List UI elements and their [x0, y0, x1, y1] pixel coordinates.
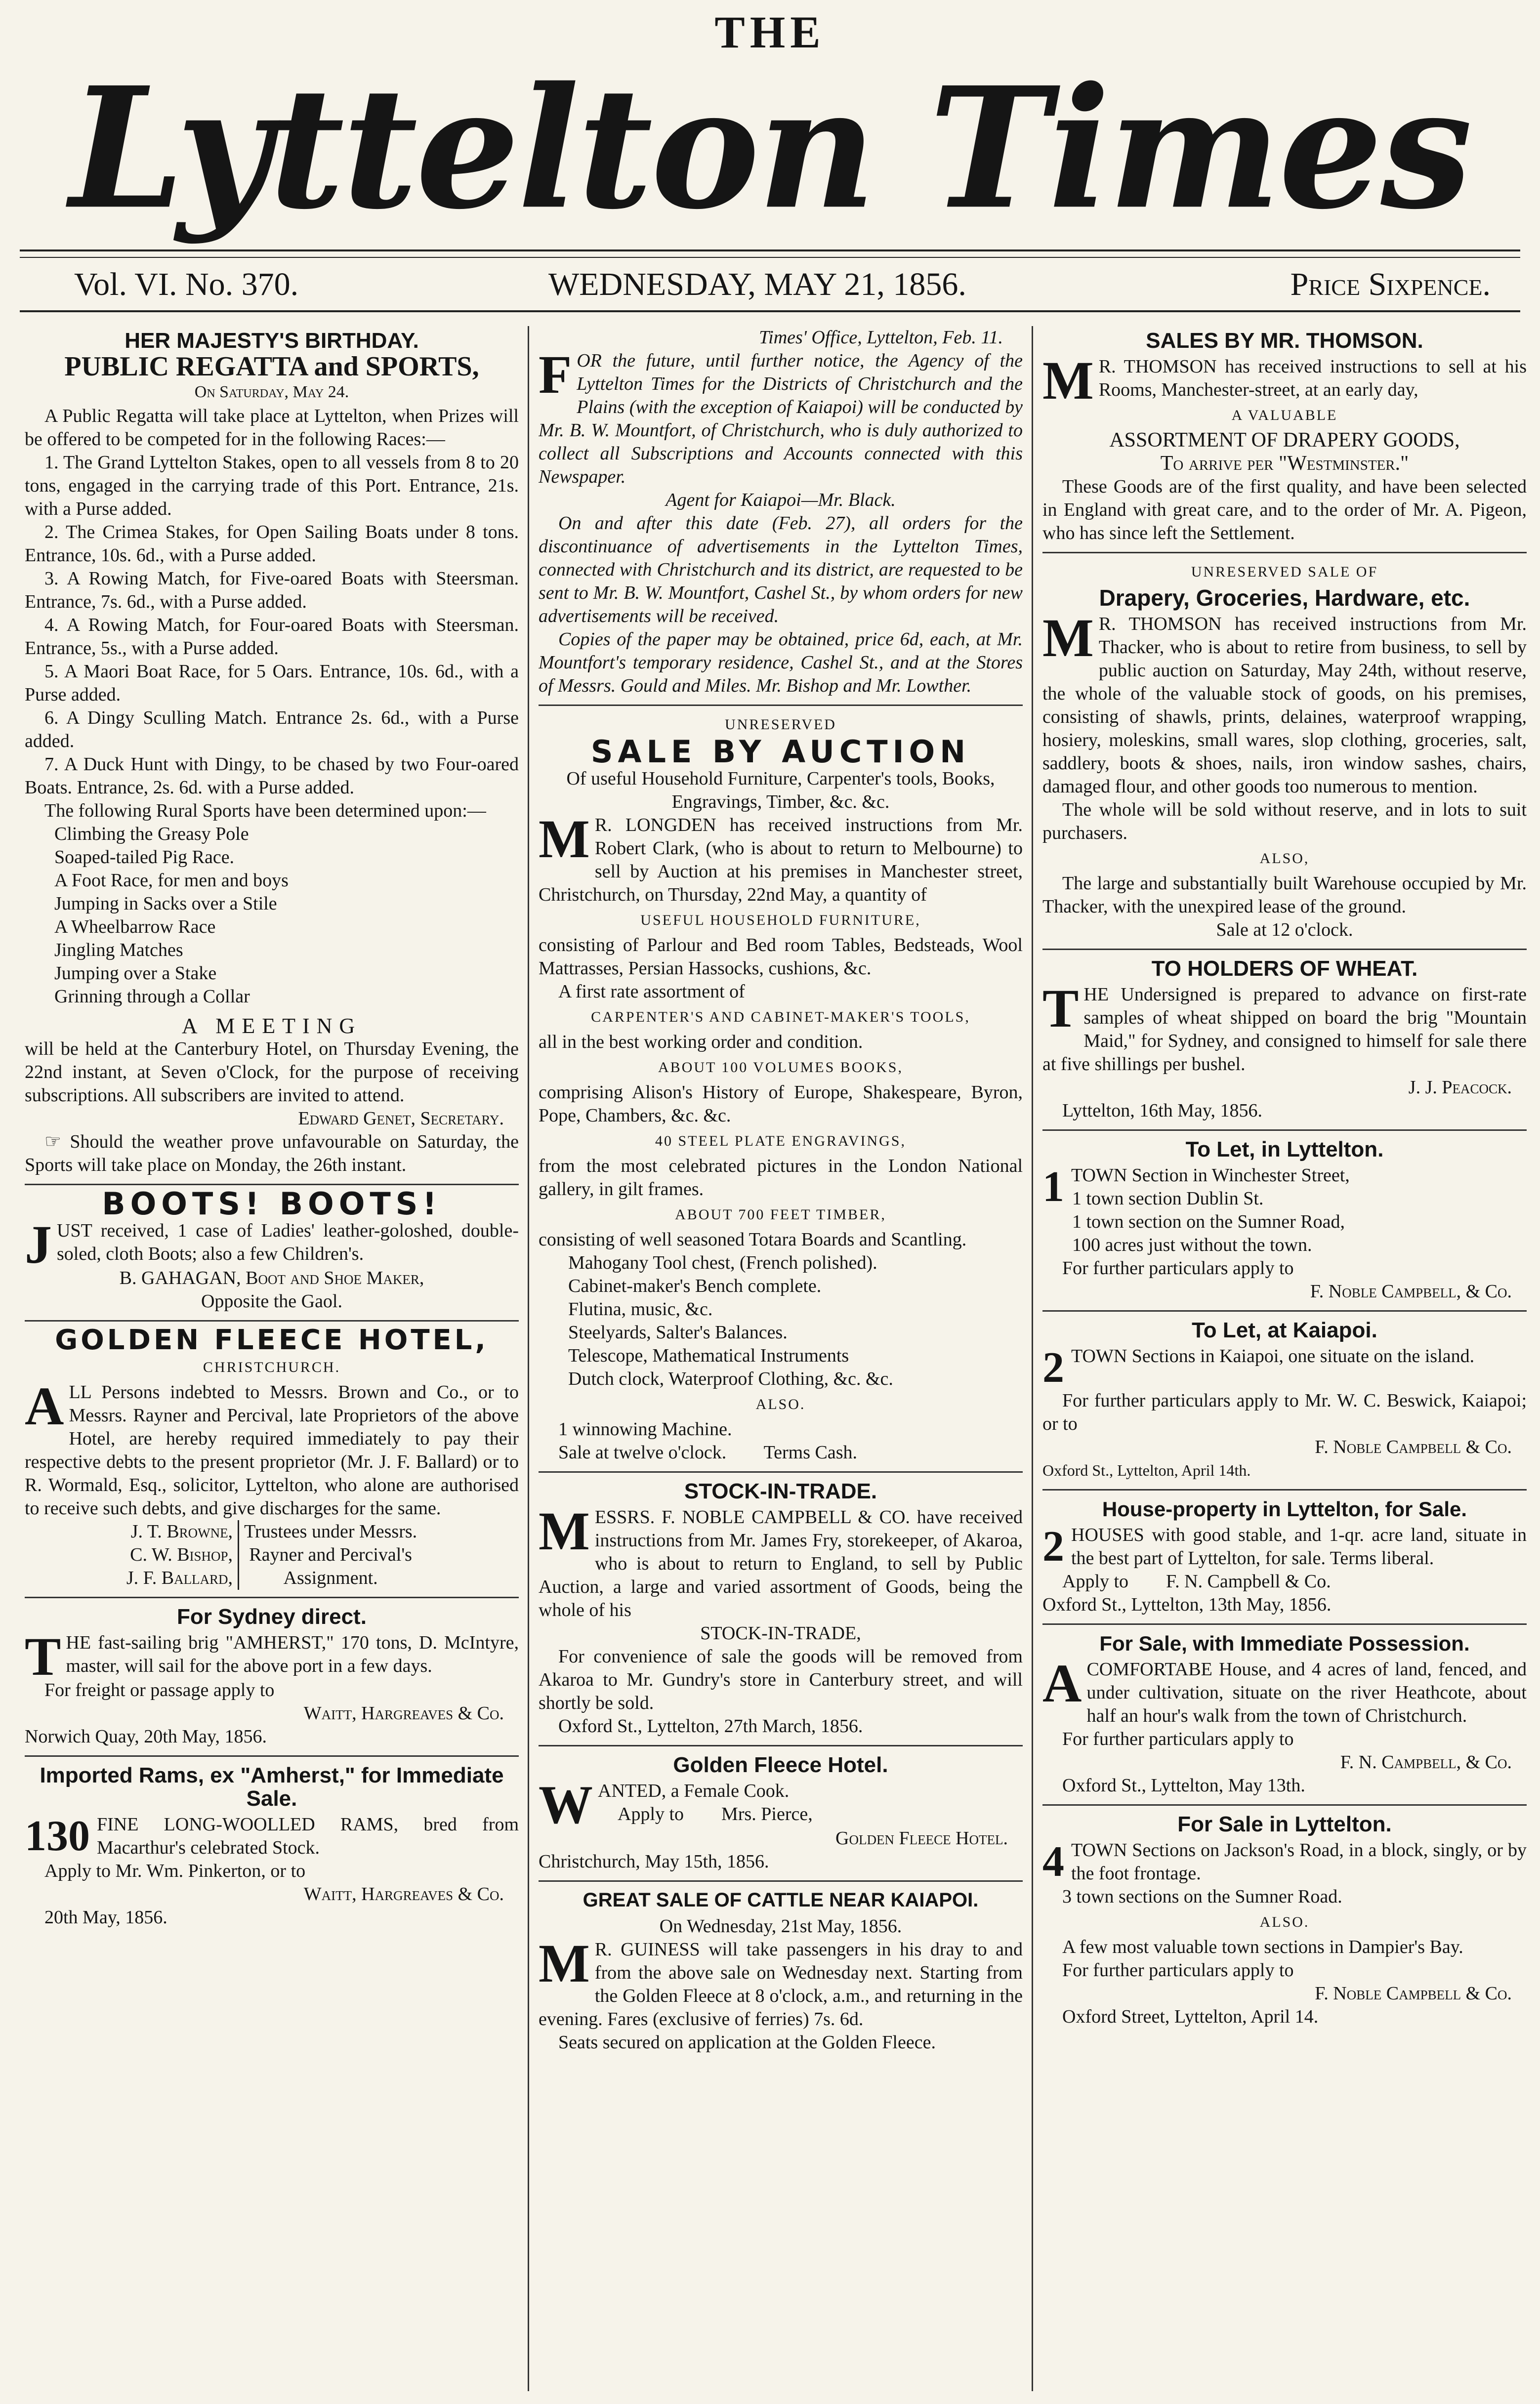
column-rule-2: [1032, 326, 1033, 2391]
ad-immediate-possession: [1042, 1632, 1527, 1806]
masthead-rule: [20, 249, 1520, 251]
ad-to-let-kaiapoi: [1042, 1319, 1527, 1491]
ad-text: R. GUINESS will take passengers in his dray to and from the above sale on Wednesday next. Starting from the Golden Fleece at 8 o'clock, a.m., and returning in the evening. Fares (exclusive of ferries) 7s. 6d.: [539, 1939, 1023, 2030]
ad-text: The whole will be sold without reserve, and in lots to suit purchasers.: [1042, 799, 1527, 843]
ad-date: 20th May, 1856.: [44, 1907, 167, 1928]
ad-place: Oxford St., Lyttelton, 13th May, 1856.: [1042, 1594, 1332, 1615]
column-rule-1: [528, 326, 529, 2391]
drop-cap: A: [1042, 1653, 1082, 1713]
volume-number: Vol. VI. No. 370.: [74, 266, 299, 302]
signature: Waitt, Hargreaves & Co.: [303, 1884, 504, 1905]
ad-place: Oxford St., Lyttelton, April 14th.: [1042, 1461, 1251, 1479]
ad-thomson-drapery: [1042, 329, 1527, 553]
column-3: [1042, 326, 1527, 2396]
list-item: Mahogany Tool chest, (French polished).: [568, 1252, 877, 1273]
ad-text: A few most valuable town sections in Dampier's Bay.: [1062, 1937, 1463, 1957]
signature: F. N. Campbell, & Co.: [1340, 1752, 1512, 1773]
ad-place: Norwich Quay, 20th May, 1856.: [25, 1726, 267, 1747]
ad-terms: Sale at twelve o'clock. Terms Cash.: [558, 1442, 858, 1463]
ad-text: TOWN Sections on Jackson's Road, in a block, singly, or by the foot frontage.: [1071, 1840, 1527, 1884]
issue-date: WEDNESDAY, MAY 21, 1856.: [548, 266, 966, 302]
list-item: Jumping over a Stake: [54, 963, 217, 984]
ad-boots: [25, 1186, 519, 1322]
trustee-names: [126, 1520, 239, 1590]
ad-sale-lyttelton: [1042, 1813, 1527, 2035]
ad-number: 130: [25, 1812, 90, 1860]
ad-cattle-sale: [539, 1889, 1023, 2061]
list-item: A Wheelbarrow Race: [54, 916, 216, 937]
ad-rams: [25, 1764, 519, 1936]
ad-female-cook: [539, 1753, 1023, 1882]
ad-text: ESSRS. F. NOBLE CAMPBELL & CO. have received instructions from Mr. James Fry, storekeeper, of Akaroa, who is about to return to England, to sell by Public Auction, a large and varied assortment of Goods, being the whole of his: [539, 1507, 1023, 1620]
ad-text: FINE LONG-WOOLLED RAMS, bred from Macarthur's celebrated Stock.: [97, 1814, 519, 1858]
race-item: 6. A Dingy Sculling Match. Entrance 2s. 6d., with a Purse added.: [25, 707, 519, 751]
list-item: Jingling Matches: [54, 940, 183, 960]
ad-apply: Apply to Mr. Wm. Pinkerton, or to: [44, 1861, 306, 1881]
ad-date: Christchurch, May 15th, 1856.: [539, 1851, 769, 1872]
ad-text: HE Undersigned is prepared to advance on first-rate samples of wheat shipped on board the brig "Mountain Maid," for Sydney, and consigned to himself for sale there at five shillings per bushel.: [1042, 984, 1527, 1075]
ad-dateline: Times' Office, Lyttelton, Feb. 11.: [759, 327, 1003, 348]
list-item: 100 acres just without the town.: [1072, 1235, 1312, 1255]
ad-apply: For further particulars apply to: [1062, 1729, 1294, 1749]
ad-text: R. THOMSON has received instructions from Mr. Thacker, who is about to retire from business, to sell by public auction on Saturday, May 24th, without reserve, the whole of the valuable stock of goods, on his premises, consisting of shawls, prints, delaines, waterproof wrapping, hosiery, moleskins, small wares, slop clothing, groceries, salt, saddlery, boots & shoes, nails, iron window sashes, chairs, damaged flour, and other goods too numerous to mention.: [1042, 614, 1527, 797]
ad-heading: TO HOLDERS OF WHEAT.: [1151, 956, 1418, 981]
ad-apply: For further particulars apply to: [1062, 1960, 1294, 1981]
ad-apply: For further particulars apply to Mr. W. C. Beswick, Kaiapoi; or to: [1042, 1390, 1527, 1434]
list-item: Dutch clock, Waterproof Clothing, &c. &c.: [568, 1368, 893, 1389]
list-item: TOWN Section in Winchester Street,: [1071, 1165, 1350, 1186]
ad-place: Oxford St., Lyttelton, May 13th.: [1062, 1775, 1305, 1796]
list-item: Jumping in Sacks over a Stile: [54, 893, 277, 914]
race-item: 1. The Grand Lyttelton Stakes, open to all vessels from 8 to 20 tons, engaged in the carrying trade of this Port. Entrance, 21s. with a Purse added.: [25, 452, 519, 519]
ad-title: PUBLIC REGATTA and SPORTS,: [64, 351, 479, 382]
ad-place: Oxford Street, Lyttelton, April 14.: [1062, 2006, 1319, 2027]
ad-house-property: [1042, 1497, 1527, 1625]
drop-cap: J: [25, 1214, 52, 1275]
trustee-name: J. T. Browne,: [130, 1521, 233, 1542]
ad-text: Seats secured on application at the Golden Fleece.: [558, 2032, 936, 2053]
ad-text: TOWN Sections in Kaiapoi, one situate on the island.: [1071, 1346, 1475, 1367]
ad-heading: House-property in Lyttelton, for Sale.: [1102, 1497, 1467, 1521]
ad-heading: GOLDEN FLEECE HOTEL,: [55, 1324, 489, 1356]
item-heading: ABOUT 700 FEET TIMBER,: [675, 1206, 886, 1223]
drop-cap: T: [1042, 978, 1079, 1038]
ad-apply: Apply to F. N. Campbell & Co.: [1062, 1571, 1331, 1592]
masthead-rule-thin: [20, 257, 1520, 258]
ad-heading: To Let, in Lyttelton.: [1185, 1137, 1384, 1161]
ad-heading: BOOTS! BOOTS!: [102, 1186, 442, 1222]
item-heading: 40 STEEL PLATE ENGRAVINGS,: [655, 1133, 906, 1149]
ad-text: COMFORTABE House, and 4 acres of land, fenced, and under cultivation, situate on the river Heathcote, about half an hour's walk from the town of Christchurch.: [1086, 1659, 1527, 1726]
ad-text: The following Rural Sports have been determined upon:—: [44, 800, 486, 821]
ad-text: HE fast-sailing brig "AMHERST," 170 tons, D. McIntyre, master, will sail for the above port in a few days.: [66, 1632, 519, 1676]
ad-sydney: [25, 1605, 519, 1757]
column-2: [539, 326, 1023, 2396]
ad-holders-of-wheat: [1042, 957, 1527, 1131]
drop-cap: M: [539, 809, 590, 869]
meeting-heading: A MEETING: [181, 1014, 362, 1038]
ad-heading: For Sydney direct.: [177, 1605, 367, 1629]
list-item: Flutina, music, &c.: [568, 1299, 713, 1320]
ad-text: R. LONGDEN has received instructions from Mr. Robert Clark, (who is about to return to Melbourne) to sell by Auction at his premises in Manchester street, Christchurch, on Thursday, 22nd May, a quantity of: [539, 815, 1023, 905]
ad-heading: To Let, at Kaiapoi.: [1192, 1318, 1377, 1342]
newspaper-title: Lyttelton Times: [69, 50, 1471, 246]
ad-agent: Agent for Kaiapoi—Mr. Black.: [666, 490, 896, 510]
ad-subheading: Of useful Household Furniture, Carpenter's tools, Books, Engravings, Timber, &c. &c.: [566, 768, 995, 812]
list-item: Grinning through a Collar: [54, 986, 250, 1007]
list-item: Steelyards, Salter's Balances.: [568, 1322, 788, 1343]
ad-text: Copies of the paper may be obtained, price 6d, each, at Mr. Mountfort's temporary residence, Cashel St., and at the Stores of Messrs. Gould and Miles. Mr. Bishop and Mr. Lowther.: [539, 629, 1023, 696]
ad-text: comprising Alison's History of Europe, Shakespeare, Byron, Pope, Chambers, &c. &c.: [539, 1082, 1023, 1126]
ad-date: On Wednesday, 21st May, 1856.: [659, 1916, 902, 1937]
item-heading: CARPENTER'S AND CABINET-MAKER'S TOOLS,: [591, 1009, 970, 1025]
list-item: 1 town section Dublin St.: [1072, 1188, 1264, 1209]
ad-golden-fleece: [25, 1324, 519, 1598]
ad-text: OR the future, until further notice, the Agency of the Lyttelton Times for the Districts of Christchurch and the Plains (with the exception of Kaiapoi) will be conducted by Mr. B. W. Mountfort, of Christchurch, who is duly authorized to collect all Subscriptions and Accounts connected with this Newspaper.: [539, 350, 1023, 487]
signature: F. Noble Campbell & Co.: [1315, 1983, 1512, 2004]
ad-preheading: UNRESERVED: [725, 716, 836, 733]
ad-apply: For freight or passage apply to: [44, 1680, 275, 1700]
ad-number: 4: [1042, 1838, 1064, 1886]
ad-number: 2: [1042, 1523, 1064, 1571]
masthead-the: THE: [714, 7, 826, 57]
ad-text: UST received, 1 case of Ladies' leather-goloshed, double-soled, cloth Boots; also a few Children's.: [57, 1220, 519, 1264]
trustee-name: J. F. Ballard,: [126, 1568, 233, 1588]
rural-sports-list: [25, 823, 519, 1008]
race-item: 4. A Rowing Match, for Four-oared Boats with Steersman. Entrance, 5s., with a Purse added.: [25, 615, 519, 659]
trustee-note-line: Trustees under Messrs.: [244, 1521, 417, 1542]
trustee-note-line: Rayner and Percival's: [249, 1544, 412, 1565]
drop-cap: A: [25, 1376, 64, 1436]
ad-times-office: [539, 326, 1023, 706]
trustees-block: [25, 1520, 519, 1590]
signature: B. GAHAGAN, Boot and Shoe Maker,: [119, 1268, 424, 1288]
ad-heading: For Sale in Lyttelton.: [1177, 1812, 1392, 1836]
list-item: A Foot Race, for men and boys: [54, 870, 289, 891]
auction-items: [539, 1251, 1023, 1391]
ad-stock-in-trade: [539, 1480, 1023, 1746]
drop-cap: M: [539, 1933, 590, 1993]
ad-text: R. THOMSON has received instructions to sell at his Rooms, Manchester-street, at an early day,: [1098, 356, 1527, 400]
trustee-note: [244, 1520, 417, 1590]
ad-sale-by-auction: [539, 713, 1023, 1473]
ad-text: 1 winnowing Machine.: [558, 1419, 732, 1440]
race-item: 3. A Rowing Match, for Five-oared Boats with Steersman. Entrance, 7s. 6d., with a Purse added.: [25, 568, 519, 612]
ad-number: 2: [1042, 1344, 1064, 1392]
ad-text: consisting of Parlour and Bed room Tables, Bedsteads, Wool Mattrasses, Persian Hassocks, cushions, &c.: [539, 935, 1023, 979]
drop-cap: M: [539, 1501, 590, 1561]
list-item: Climbing the Greasy Pole: [54, 824, 249, 844]
ad-subheading: CHRISTCHURCH.: [203, 1359, 341, 1375]
drop-cap: M: [1042, 608, 1094, 668]
ad-number: 1: [1042, 1163, 1064, 1211]
also-label: ALSO.: [1259, 1914, 1310, 1930]
price: Price Sixpence.: [1290, 266, 1491, 302]
ad-text: from the most celebrated pictures in the London National gallery, in gilt frames.: [539, 1156, 1023, 1200]
signature: F. Noble Campbell & Co.: [1315, 1437, 1512, 1457]
signature: J. J. Peacock.: [1408, 1077, 1512, 1098]
ad-preheading: A VALUABLE: [1231, 407, 1338, 423]
ad-to-let-lyttelton: [1042, 1138, 1527, 1312]
ad-preheading: UNRESERVED SALE OF: [1191, 564, 1378, 580]
ad-text: These Goods are of the first quality, and have been selected in England with great care, and to the order of Mr. A. Pigeon, who has since left the Settlement.: [1042, 476, 1527, 543]
signature: F. Noble Campbell, & Co.: [1310, 1281, 1512, 1302]
trustee-note-line: Assignment.: [283, 1568, 378, 1588]
ad-text: HOUSES with good stable, and 1-qr. acre land, situate in the best part of Lyttelton, for sale. Terms liberal.: [1071, 1525, 1527, 1569]
ad-heading: HER MAJESTY'S BIRTHDAY.: [125, 329, 419, 353]
ad-subheading: To arrive per "Westminster.": [1160, 452, 1409, 475]
column-1: [25, 326, 519, 2396]
list-item: Telescope, Mathematical Instruments: [568, 1345, 849, 1366]
item-heading: USEFUL HOUSEHOLD FURNITURE,: [640, 912, 921, 928]
dateline-rule: [20, 310, 1520, 312]
drop-cap: W: [539, 1775, 593, 1835]
drop-cap: M: [1042, 350, 1094, 411]
ad-heading: GREAT SALE OF CATTLE NEAR KAIAPOI.: [583, 1889, 979, 1911]
signature: Edward Genet, Secretary.: [298, 1108, 504, 1129]
ad-note: ☞ Should the weather prove unfavourable on Saturday, the Sports will take place on Monday, the 26th instant.: [25, 1131, 519, 1175]
ad-heading: For Sale, with Immediate Possession.: [1099, 1632, 1470, 1655]
ad-text: A Public Regatta will take place at Lyttelton, when Prizes will be offered to be competed for in the following Races:—: [25, 406, 519, 450]
list-item: Soaped-tailed Pig Race.: [54, 847, 235, 868]
ad-text: will be held at the Canterbury Hotel, on Thursday Evening, the 22nd instant, at Seven o'Clock, for the purpose of receiving subscriptions. All subscribers are invited to attend.: [25, 1038, 519, 1106]
ad-subheading: STOCK-IN-TRADE,: [700, 1623, 861, 1644]
also-label: ALSO,: [1259, 850, 1310, 867]
ad-apply: For further particulars apply to: [1062, 1258, 1294, 1279]
list-item: 1 town section on the Sumner Road,: [1072, 1211, 1345, 1232]
drop-cap: F: [539, 344, 572, 405]
ad-date: Lyttelton, 16th May, 1856.: [1062, 1100, 1262, 1121]
ad-text: consisting of well seasoned Totara Boards and Scantling.: [539, 1229, 967, 1250]
masthead: [0, 0, 1540, 247]
ad-heading: Drapery, Groceries, Hardware, etc.: [1099, 585, 1470, 611]
ad-text: On and after this date (Feb. 27), all orders for the discontinuance of advertisements in the Lyttelton Times, connected with Christchurch and its district, are requested to be sent to Mr. B. W. Mountfort, Cashel St., by whom orders for new advertisements will be received.: [539, 513, 1023, 626]
ad-text: all in the best working order and condition.: [539, 1032, 863, 1052]
signature: Golden Fleece Hotel.: [835, 1828, 1008, 1849]
signature-address: Opposite the Gaol.: [201, 1291, 342, 1312]
ad-date: On Saturday, May 24.: [194, 383, 349, 401]
ad-heading: SALE BY AUCTION: [590, 734, 971, 770]
ad-text: LL Persons indebted to Messrs. Brown and Co., or to Messrs. Rayner and Percival, late Proprietors of the above Hotel, are hereby required immediately to pay their respective debts to the present proprietor (Mr. J. F. Ballard) or to R. Wormald, Esq., solicitor, Lyttelton, who alone are authorised to receive such debts, and give discharges for the same.: [25, 1382, 519, 1519]
ad-text: For convenience of sale the goods will be removed from Akaroa to Mr. Gundry's store in Canterbury street, and will shortly be sold.: [539, 1646, 1023, 1713]
ad-text: ANTED, a Female Cook.: [598, 1781, 790, 1801]
also-label: ALSO.: [755, 1396, 806, 1412]
trustee-name: C. W. Bishop,: [130, 1544, 233, 1565]
ad-heading: Imported Rams, ex "Amherst," for Immediate Sale.: [40, 1763, 504, 1811]
list-item: Cabinet-maker's Bench complete.: [568, 1276, 822, 1296]
race-item: 5. A Maori Boat Race, for 5 Oars. Entrance, 10s. 6d., with a Purse added.: [25, 661, 519, 705]
ad-heading: SALES BY MR. THOMSON.: [1146, 329, 1423, 353]
dateline: [20, 266, 1520, 305]
ad-text: A first rate assortment of: [558, 981, 745, 1002]
ad-place: Oxford St., Lyttelton, 27th March, 1856.: [558, 1716, 863, 1737]
drop-cap: T: [25, 1626, 61, 1687]
ad-text: 3 town sections on the Sumner Road.: [1062, 1886, 1342, 1907]
ad-heading: Golden Fleece Hotel.: [673, 1753, 888, 1777]
signature: Waitt, Hargreaves & Co.: [303, 1703, 504, 1724]
ad-apply: Apply to Mrs. Pierce,: [618, 1804, 813, 1824]
race-item: 2. The Crimea Stakes, for Open Sailing Boats under 8 tons. Entrance, 10s. 6d., with a Purse added.: [25, 522, 519, 566]
ad-regatta: [25, 329, 519, 1185]
ad-terms: Sale at 12 o'clock.: [1216, 919, 1353, 940]
ad-heading: STOCK-IN-TRADE.: [684, 1479, 877, 1503]
ad-text: The large and substantially built Warehouse occupied by Mr. Thacker, with the unexpired lease of the ground.: [1042, 873, 1527, 917]
ad-subheading: ASSORTMENT OF DRAPERY GOODS,: [1109, 429, 1460, 452]
race-item: 7. A Duck Hunt with Dingy, to be chased by two Four-oared Boats. Entrance, 2s. 6d. with a Purse added.: [25, 754, 519, 798]
item-heading: ABOUT 100 VOLUMES BOOKS,: [658, 1059, 903, 1076]
ad-thomson-unreserved: [1042, 560, 1527, 950]
